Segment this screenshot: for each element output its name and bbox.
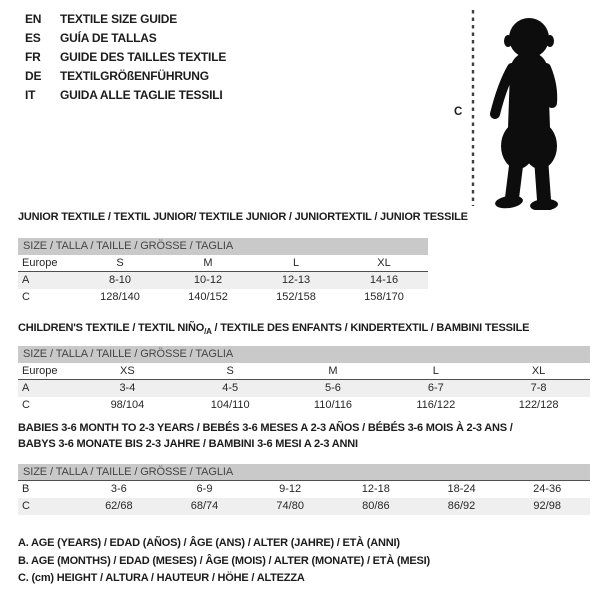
size-cell: S (116, 257, 124, 269)
language-code: FR (25, 50, 41, 64)
size-cell: M (328, 365, 338, 377)
value-cell: 62/68 (105, 500, 133, 512)
table-row-region (18, 363, 590, 380)
size-cell: S (226, 365, 234, 377)
value-cell: 14-16 (369, 274, 399, 286)
row-label: C (22, 291, 30, 303)
size-header-bar: SIZE / TALLA / TAILLE / GRÖSSE / TAGLIA (18, 346, 590, 363)
value-cell: 9-12 (279, 483, 302, 495)
row-label: C (22, 500, 30, 512)
row-label: C (22, 399, 30, 411)
language-row-fr (25, 48, 226, 67)
children-table-title (18, 322, 529, 336)
footnote-b: B. AGE (MONTHS) / EDAD (MESES) / ÂGE (MOIS) / ALTER (MONATE) / ETÀ (MESI) (18, 554, 430, 567)
row-label: B (22, 483, 30, 495)
language-title: TEXTILGRÖßENFÜHRUNG (60, 69, 209, 83)
size-cell: M (203, 257, 213, 269)
size-header-bar: SIZE / TALLA / TAILLE / GRÖSSE / TAGLIA (18, 464, 590, 481)
language-row-de (25, 67, 226, 86)
row-label: A (22, 274, 30, 286)
value-cell: 110/116 (313, 399, 353, 411)
value-cell: 12-18 (361, 483, 390, 495)
value-cell: 128/140 (100, 291, 140, 303)
footnotes (18, 535, 430, 588)
value-cell: 4-5 (222, 382, 239, 394)
language-title: GUIDE DES TAILLES TEXTILE (60, 50, 227, 64)
baby-silhouette-icon (484, 8, 572, 210)
title-text: / TEXTILE DES ENFANTS / KINDERTEXTIL / BAMBINI TESSILE (211, 322, 530, 334)
language-code: EN (25, 12, 42, 26)
height-measure-label: C (454, 106, 463, 118)
junior-table-title: JUNIOR TEXTILE / TEXTIL JUNIOR/ TEXTILE JUNIOR / JUNIORTEXTIL / JUNIOR TESSILE (18, 211, 468, 223)
table-row-region (18, 255, 428, 272)
value-cell: 24-36 (533, 483, 562, 495)
value-cell: 18-24 (447, 483, 476, 495)
title-line: BABYS 3-6 MONATE BIS 2-3 JAHRE / BAMBINI 3-6 MESI A 2-3 ANNI (18, 438, 358, 450)
value-cell: 92/98 (533, 500, 561, 512)
language-title: GUÍA DE TALLAS (60, 31, 157, 45)
size-cell: XL (377, 257, 391, 269)
language-code: ES (25, 31, 41, 45)
table-row-height (18, 289, 428, 306)
value-cell: 104/110 (210, 399, 250, 411)
babies-table-title (18, 420, 590, 452)
table-row-height (18, 498, 590, 515)
value-cell: 80/86 (362, 500, 390, 512)
value-cell: 12-13 (281, 274, 311, 286)
language-row-es (25, 29, 226, 48)
footnote-a: A. AGE (YEARS) / EDAD (AÑOS) / ÂGE (ANS) / ALTER (JAHRE) / ETÀ (ANNI) (18, 537, 400, 549)
table-row-age-months (18, 481, 590, 498)
title-subscript: /A (204, 327, 212, 337)
value-cell: 5-6 (325, 382, 341, 394)
children-table (18, 346, 590, 414)
value-cell: 98/104 (110, 399, 145, 411)
height-measure-line (471, 8, 475, 208)
value-cell: 140/152 (188, 291, 228, 303)
language-list (25, 10, 226, 105)
table-row-age (18, 380, 590, 397)
size-cell: L (292, 257, 300, 269)
value-cell: 122/128 (518, 399, 559, 411)
value-cell: 86/92 (447, 500, 476, 512)
language-code: DE (25, 69, 42, 83)
size-cell: XL (531, 365, 546, 377)
title-text: CHILDREN'S TEXTILE / TEXTIL NIÑO (18, 322, 205, 334)
value-cell: 8-10 (108, 274, 132, 286)
language-title: TEXTILE SIZE GUIDE (60, 12, 178, 26)
footnote-c: C. (cm) HEIGHT / ALTURA / HAUTEUR / HÖHE / ALTEZZA (18, 572, 305, 585)
row-label: Europe (22, 365, 58, 377)
value-cell: 3-6 (110, 483, 127, 495)
size-cell: L (432, 365, 439, 377)
language-code: IT (25, 88, 36, 102)
row-label: A (22, 382, 30, 394)
row-label: Europe (22, 257, 58, 269)
value-cell: 74/80 (276, 500, 304, 512)
value-cell: 158/170 (364, 291, 404, 303)
size-cell: XS (120, 365, 135, 377)
language-row-en (25, 10, 226, 29)
value-cell: 7-8 (530, 382, 547, 394)
value-cell: 6-7 (427, 382, 444, 394)
babies-table (18, 464, 590, 515)
language-title: GUIDA ALLE TAGLIE TESSILI (60, 88, 223, 102)
value-cell: 3-4 (119, 382, 136, 394)
value-cell: 152/158 (276, 291, 316, 303)
table-row-height (18, 397, 590, 414)
size-header-bar: SIZE / TALLA / TAILLE / GRÖSSE / TAGLIA (18, 238, 428, 255)
value-cell: 68/74 (190, 500, 219, 512)
value-cell: 10-12 (193, 274, 223, 286)
junior-table (18, 238, 428, 306)
value-cell: 6-9 (196, 483, 213, 495)
title-line: BABIES 3-6 MONTH TO 2-3 YEARS / BEBÉS 3-6 MESES A 2-3 AÑOS / BÉBÉS 3-6 MOIS À 2-3 ANS / (18, 422, 513, 434)
language-row-it (25, 86, 226, 105)
value-cell: 116/122 (416, 399, 456, 411)
table-row-age (18, 272, 428, 289)
